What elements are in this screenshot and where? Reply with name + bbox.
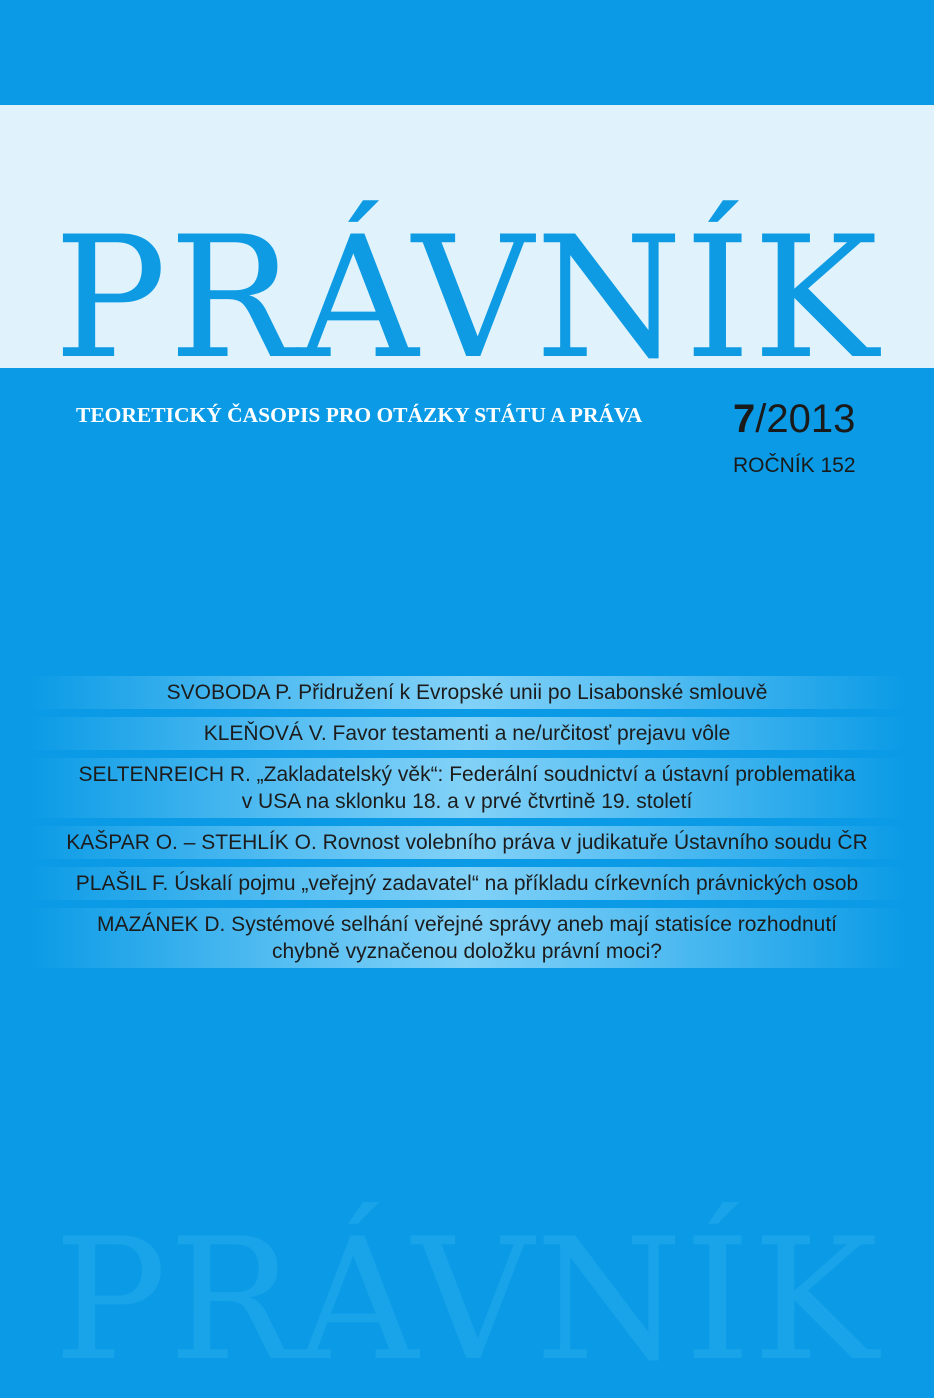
toc-item-line: chybně vyznačenou doložku právní moci? bbox=[272, 940, 662, 963]
issue-year: /2013 bbox=[755, 397, 856, 441]
toc-item-line: SVOBODA P. Přidružení k Evropské unii po Lisabonské smlouvě bbox=[166, 681, 768, 704]
toc-item-line: v USA na sklonku 18. a v prvé čtvrtině 19. století bbox=[241, 790, 693, 813]
toc-item-line: PLAŠIL F. Úskalí pojmu „veřejný zadavatel“ na příkladu církevních právnických osob bbox=[75, 872, 859, 895]
journal-subtitle: TEORETICKÝ ČASOPIS PRO OTÁZKY STÁTU A PRÁVA bbox=[76, 403, 643, 427]
volume-label: ROČNÍK 152 bbox=[733, 454, 856, 477]
toc-item bbox=[30, 826, 904, 859]
toc-item bbox=[30, 758, 904, 818]
toc-item bbox=[30, 867, 904, 900]
title-watermark: PRÁVNÍK bbox=[53, 1202, 881, 1398]
toc-item-line: SELTENREICH R. „Zakladatelský věk“: Federální soudnictví a ústavní problematika bbox=[78, 763, 856, 786]
toc-item-line: MAZÁNEK D. Systémové selhání veřejné správy aneb mají statisíce rozhodnutí bbox=[97, 913, 837, 936]
issue-label bbox=[733, 393, 855, 445]
toc-item bbox=[30, 717, 904, 750]
issue-number: 7 bbox=[733, 397, 756, 441]
table-of-contents bbox=[30, 676, 904, 976]
toc-item-line: KLEŇOVÁ V. Favor testamenti a ne/určitosť prejavu vôle bbox=[203, 722, 731, 745]
toc-item-line: KAŠPAR O. – STEHLÍK O. Rovnost volebního práva v judikatuře Ústavního soudu ČR bbox=[66, 831, 868, 854]
journal-title: PRÁVNÍK bbox=[53, 200, 881, 396]
toc-item bbox=[30, 676, 904, 709]
toc-item bbox=[30, 908, 904, 968]
